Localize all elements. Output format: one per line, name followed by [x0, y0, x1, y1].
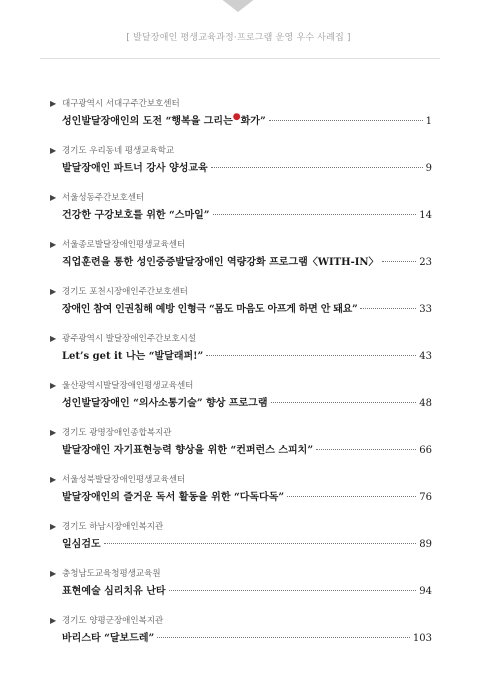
toc-entry[interactable] [50, 614, 432, 661]
header-divider [40, 58, 440, 59]
toc-entry[interactable] [50, 379, 432, 426]
chevron-right-icon: ▶ [50, 616, 57, 625]
chevron-right-icon: ▶ [50, 522, 57, 531]
chevron-right-icon: ▶ [50, 475, 57, 484]
toc-page-number: 43 [419, 351, 432, 362]
red-dot-icon: ● [232, 112, 241, 122]
chevron-right-icon: ▶ [50, 146, 57, 155]
leader-dots [269, 120, 423, 121]
toc-entry[interactable] [50, 285, 432, 332]
chevron-right-icon: ▶ [50, 240, 57, 249]
toc-entry[interactable] [50, 238, 432, 285]
chevron-right-icon: ▶ [50, 287, 57, 296]
toc-entry[interactable] [50, 332, 432, 379]
toc-entry[interactable] [50, 191, 432, 238]
toc-entry[interactable] [50, 473, 432, 520]
leader-dots [169, 590, 417, 591]
top-decoration [220, 0, 256, 12]
toc-organization: 충청남도교육청평생교육원 [62, 569, 161, 579]
leader-dots [104, 543, 417, 544]
leader-dots [157, 637, 410, 638]
toc-title[interactable] [62, 112, 266, 127]
toc-title[interactable]: 직업훈련을 통한 성인중증발달장애인 역량강화 프로그램〈WITH-IN〉 [62, 257, 379, 268]
toc-page-number: 33 [419, 304, 432, 315]
toc-title[interactable]: 일심검도 [62, 539, 101, 550]
toc-organization: 경기도 하남시장애인복지관 [62, 522, 164, 532]
chevron-right-icon: ▶ [50, 334, 57, 343]
toc-organization: 서울성동주간보호센터 [62, 193, 145, 203]
toc-entry[interactable] [50, 567, 432, 614]
chevron-right-icon: ▶ [50, 193, 57, 202]
toc-title[interactable]: 발달장애인의 즐거운 독서 활동을 위한 “다독다독” [62, 492, 285, 503]
toc-page-number: 76 [419, 492, 432, 503]
chevron-right-icon: ▶ [50, 381, 57, 390]
toc-organization: 경기도 포천시장애인주간보호센터 [62, 287, 188, 297]
toc-title[interactable]: 발달장애인 파트너 강사 양성교육 [62, 163, 208, 174]
toc-entry[interactable] [50, 426, 432, 473]
leader-dots [213, 214, 417, 215]
toc-page-number: 89 [419, 539, 432, 550]
chevron-right-icon: ▶ [50, 569, 57, 578]
leader-dots [206, 355, 416, 356]
toc-entry[interactable] [50, 520, 432, 567]
toc-title[interactable]: 표현예술 심리치유 난타 [62, 586, 166, 597]
toc-title-part: 성인발달장애인의 도전 “행복을 그리는 [62, 116, 233, 127]
toc-organization: 울산광역시발달장애인평생교육센터 [62, 381, 194, 391]
toc-organization: 대구광역시 서대구주간보호센터 [62, 99, 180, 109]
chevron-right-icon: ▶ [50, 99, 57, 108]
leader-dots [382, 261, 417, 262]
toc-organization: 광주광역시 발달장애인주간보호시설 [62, 334, 197, 344]
toc-organization: 서울성북발달장애인평생교육센터 [62, 475, 186, 485]
toc-title-part: 화가” [240, 116, 266, 127]
toc-title[interactable]: 건강한 구강보호를 위한 “스마일” [62, 210, 210, 221]
toc-organization: 경기도 광명장애인종합복지관 [62, 428, 172, 438]
toc-organization: 경기도 양평군장애인복지관 [62, 616, 164, 626]
page-header: [ 발달장애인 평생교육과정·프로그램 운영 우수 사례집 ] [126, 33, 351, 43]
toc-page-number: 103 [412, 633, 432, 644]
toc-page-number: 66 [419, 445, 432, 456]
toc-page-number: 48 [419, 398, 432, 409]
toc-page-number: 9 [425, 163, 432, 174]
toc-title[interactable]: Let’s get it 나는 “발달래퍼!” [62, 351, 204, 362]
toc-entry[interactable] [50, 144, 432, 191]
leader-dots [360, 308, 416, 309]
leader-dots [316, 449, 416, 450]
chevron-right-icon: ▶ [50, 428, 57, 437]
toc-page-number: 1 [425, 116, 432, 127]
toc-organization: 서울종로발달장애인평생교육센터 [62, 240, 186, 250]
table-of-contents [50, 97, 432, 661]
toc-entry[interactable] [50, 97, 432, 144]
leader-dots [271, 402, 417, 403]
leader-dots [287, 496, 416, 497]
toc-title[interactable]: 바리스타 “달보드레” [62, 633, 155, 644]
leader-dots [211, 167, 423, 168]
toc-title[interactable]: 장애인 참여 인권침해 예방 인형극 “몸도 마음도 아프게 하면 안 돼요” [62, 304, 358, 315]
toc-title[interactable]: 성인발달장애인 “의사소통기술” 향상 프로그램 [62, 398, 268, 409]
toc-page-number: 94 [419, 586, 432, 597]
toc-page-number: 23 [419, 257, 432, 268]
toc-organization: 경기도 우리동네 평생교육학교 [62, 146, 175, 156]
toc-page-number: 14 [419, 210, 432, 221]
toc-title[interactable]: 발달장애인 자기표현능력 향상을 위한 “컨퍼런스 스피치” [62, 445, 314, 456]
